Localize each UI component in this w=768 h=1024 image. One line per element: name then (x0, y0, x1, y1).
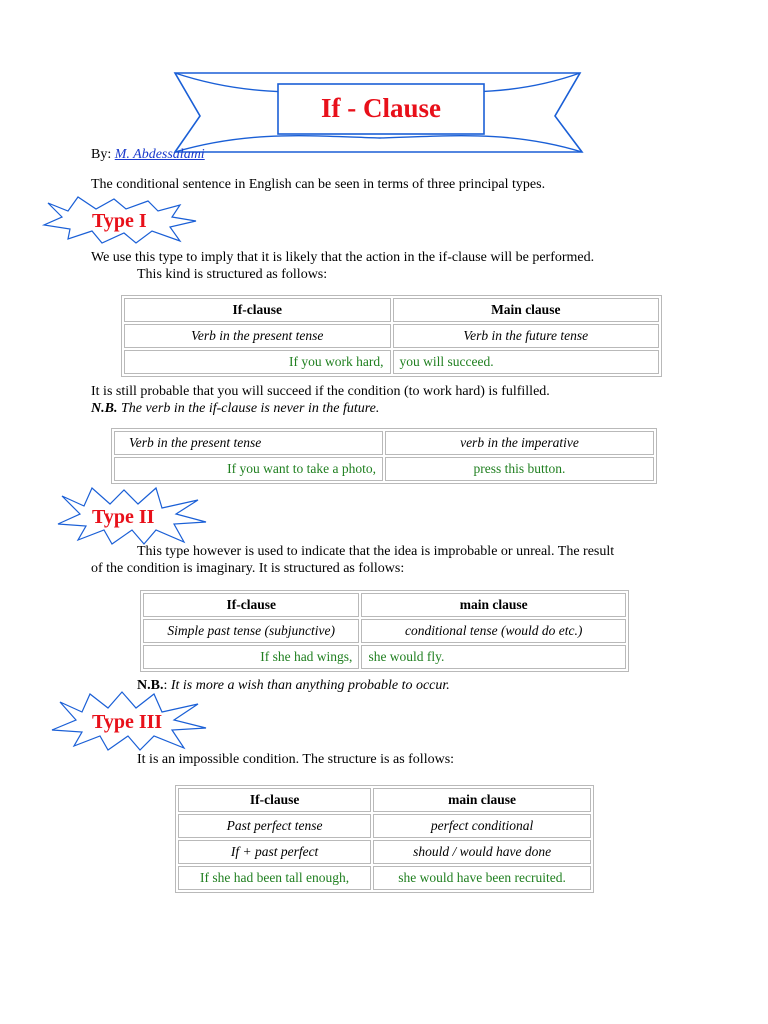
table-cell: Past perfect tense (178, 814, 371, 838)
table-cell: verb in the imperative (385, 431, 654, 455)
table-header: main clause (373, 788, 591, 812)
table-row (143, 593, 626, 617)
table-cell: If you work hard, (124, 350, 391, 374)
type3-para1: It is an impossible condition. The structure is as follows: (137, 752, 455, 767)
type1-table-2 (111, 428, 657, 484)
table-row (124, 298, 659, 322)
type2-heading: Type II (92, 506, 155, 528)
table-row (143, 645, 626, 669)
table-row (178, 788, 591, 812)
table-cell: If you want to take a photo, (114, 457, 383, 481)
table-header: Main clause (393, 298, 660, 322)
type1-paragraph (91, 250, 677, 283)
intro-text: The conditional sentence in English can be seen in terms of three principal types. (91, 177, 546, 192)
table-cell: Verb in the future tense (393, 324, 660, 348)
byline (91, 147, 677, 164)
type1-table (121, 295, 662, 377)
type1-heading: Type I (92, 210, 147, 232)
type2-nb-label: N.B. (137, 678, 164, 693)
table-row (124, 350, 659, 374)
table-cell: Simple past tense (subjunctive) (143, 619, 359, 643)
table-row (143, 619, 626, 643)
table-row (124, 324, 659, 348)
type2-nb-colon: : (163, 678, 168, 693)
table-row (178, 814, 591, 838)
author-link[interactable]: M. Abdessalami (114, 147, 205, 162)
type1-para1: We use this type to imply that it is likely that the action in the if-clause will be performed. (91, 250, 595, 265)
table-header: main clause (361, 593, 626, 617)
type2-table (140, 590, 629, 672)
type3-heading: Type III (92, 711, 163, 733)
table-row (178, 866, 591, 890)
type1-para1-indent: This kind is structured as follows: (137, 266, 328, 282)
type2-para1-indent: This type however is used to indicate that the idea is improbable or unreal. The result (137, 544, 615, 559)
type1-para2: It is still probable that you will succeed if the condition (to work hard) is fulfilled. (91, 384, 550, 399)
table-cell: perfect conditional (373, 814, 591, 838)
table-cell: should / would have done (373, 840, 591, 864)
table-cell: press this button. (385, 457, 654, 481)
type2-paragraph (91, 544, 677, 577)
byline-label: By: (91, 147, 115, 162)
table-row (114, 457, 654, 481)
type2-para1-rest: of the condition is imaginary. It is structured as follows: (91, 560, 405, 576)
table-header: If-clause (124, 298, 391, 322)
table-header: If-clause (143, 593, 359, 617)
table-row (178, 840, 591, 864)
table-cell: conditional tense (would do etc.) (361, 619, 626, 643)
type3-table (175, 785, 594, 893)
type1-nb-label: N.B. (91, 400, 118, 416)
page-title: If - Clause (321, 93, 441, 123)
table-cell: Verb in the present tense (124, 324, 391, 348)
table-cell: you will succeed. (393, 350, 660, 374)
table-cell: she would have been recruited. (373, 866, 591, 890)
type2-nb-text: It is more a wish than anything probable to occur. (167, 678, 450, 693)
type1-nb-text: The verb in the if-clause is never in the future. (117, 400, 380, 416)
table-row (114, 431, 654, 455)
table-cell: If + past perfect (178, 840, 371, 864)
table-header: If-clause (178, 788, 371, 812)
type1-paragraph-2 (91, 384, 677, 417)
table-cell: Verb in the present tense (114, 431, 383, 455)
table-cell: If she had wings, (143, 645, 359, 669)
table-cell: If she had been tall enough, (178, 866, 371, 890)
table-cell: she would fly. (361, 645, 626, 669)
